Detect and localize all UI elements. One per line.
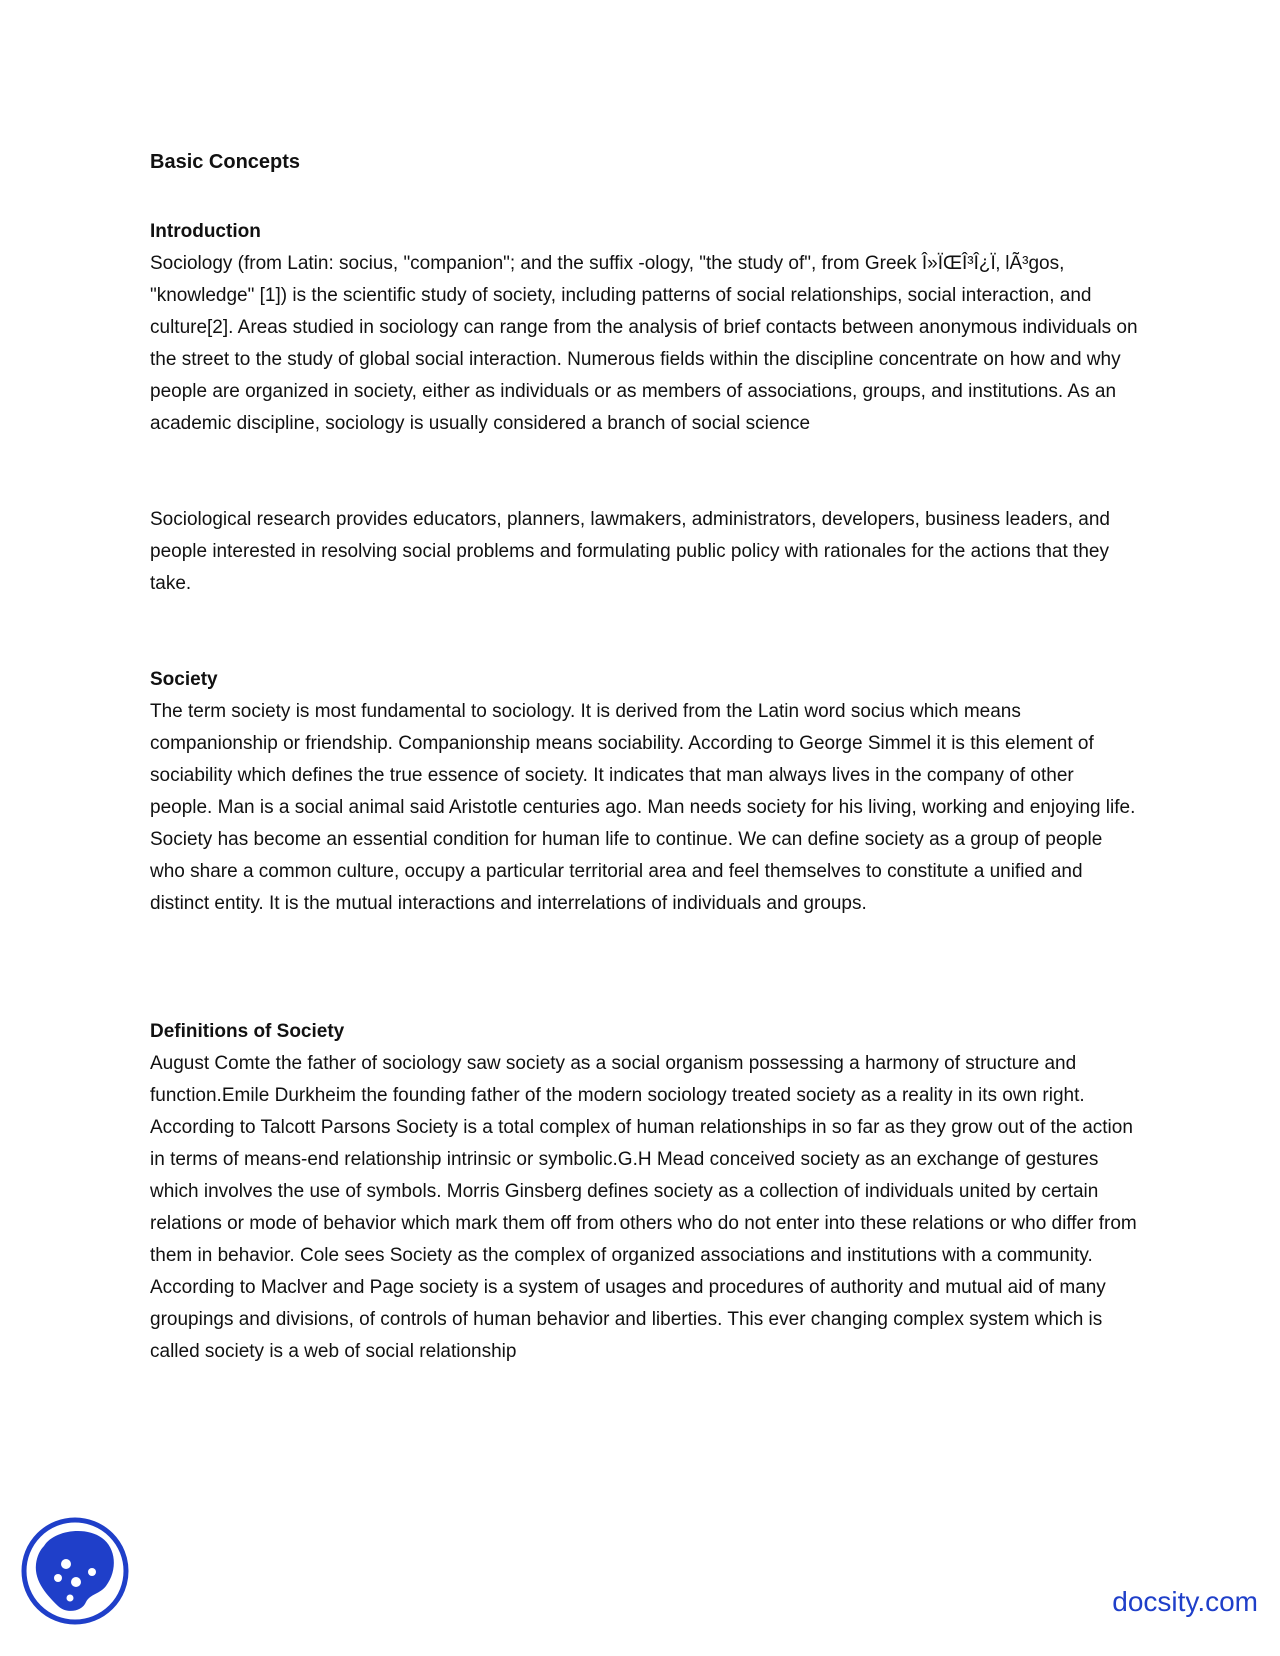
section-introduction	[150, 216, 1140, 600]
docsity-logo-icon[interactable]	[20, 1516, 130, 1626]
paragraph: Sociological research provides educators, planners, lawmakers, administrators, developers, business leaders, and people interested in resolving social problems and formulating public policy with rationales for the actions that they take.	[150, 509, 1110, 594]
document-page	[150, 148, 1140, 1368]
page-title: Basic Concepts	[150, 151, 301, 173]
section-definitions-of-society	[150, 1016, 1140, 1368]
section-heading: Society	[150, 669, 218, 690]
section-heading: Introduction	[150, 221, 261, 242]
paragraph: The term society is most fundamental to sociology. It is derived from the Latin word socius which means companionship or friendship. Companionship means sociability. According to George Simmel it is this element of sociability which defines the true essence of society. It indicates that man always lives in the company of other people. Man is a social animal said Aristotle centuries ago. Man needs society for his living, working and enjoying life. Society has become an essential condition for human life to continue. We can define society as a group of people who share a common culture, occupy a particular territorial area and feel themselves to constitute a unified and distinct entity. It is the mutual interactions and interrelations of individuals and groups.	[150, 701, 1136, 914]
section-heading: Definitions of Society	[150, 1021, 345, 1042]
paragraph: Sociology (from Latin: socius, "companion"; and the suffix -ology, "the study of", from Greek Î»ÏŒÎ³Î¿Ï‚ lÃ³gos, "knowledge" [1]) is the scientific study of society, including patterns of social relationships, social interaction, and culture[2]. Areas studied in sociology can range from the analysis of brief contacts between anonymous individuals on the street to the study of global social interaction. Numerous fields within the discipline concentrate on how and why people are organized in society, either as individuals or as members of associations, groups, and institutions. As an academic discipline, sociology is usually considered a branch of social science	[150, 253, 1138, 434]
section-society	[150, 664, 1140, 920]
paragraph: August Comte the father of sociology saw society as a social organism possessing a harmony of structure and function.Emile Durkheim the founding father of the modern sociology treated society as a reality in its own right. According to Talcott Parsons Society is a total complex of human relationships in so far as they grow out of the action in terms of means-end relationship intrinsic or symbolic.G.H Mead conceived society as an exchange of gestures which involves the use of symbols. Morris Ginsberg defines society as a collection of individuals united by certain relations or mode of behavior which mark them off from others who do not enter into these relations or who differ from them in behavior. Cole sees Society as the complex of organized associations and institutions with a community. According to Maclver and Page society is a system of usages and procedures of authority and mutual aid of many groupings and divisions, of controls of human behavior and liberties. This ever changing complex system which is called society is a web of social relationship	[150, 1053, 1137, 1362]
docsity-brand-link[interactable]: docsity.com	[1112, 1586, 1258, 1617]
